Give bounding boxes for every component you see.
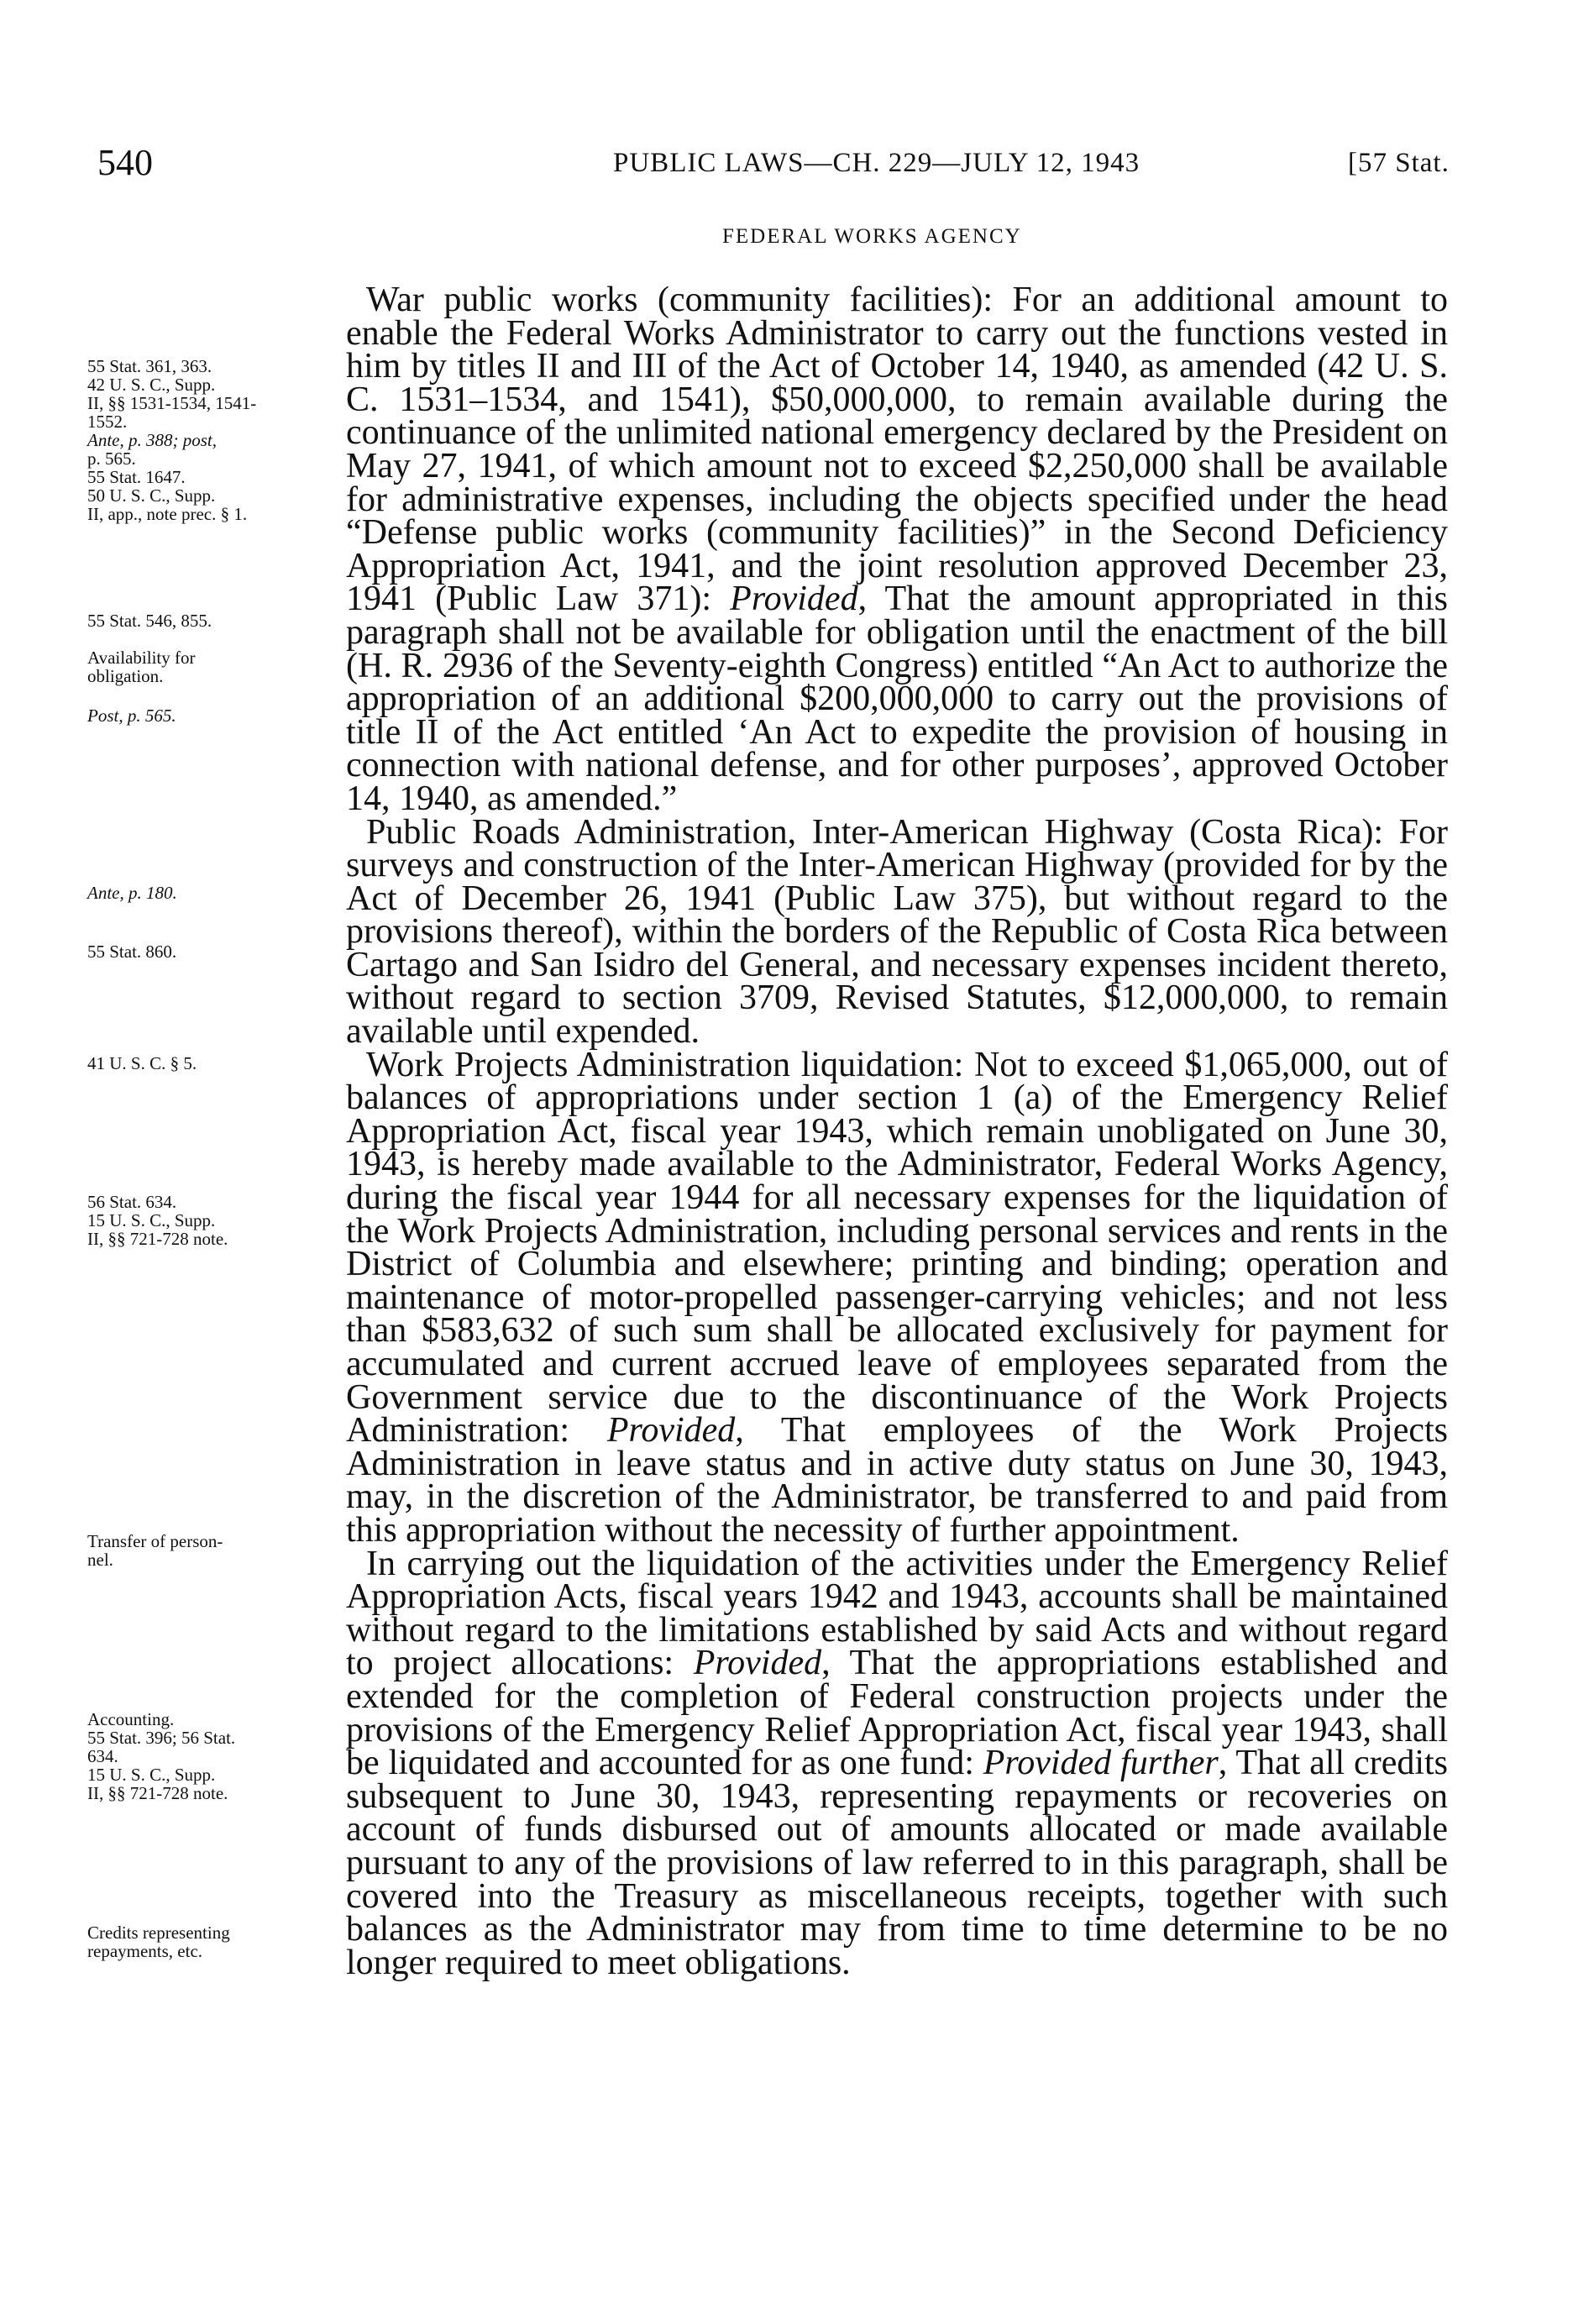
margin-note-line: Ante, p. 180. [87,883,177,903]
margin-note-transfer [87,1532,331,1569]
margin-note-citations [87,357,331,523]
margin-note-citation [87,611,331,630]
margin-note-citation [87,706,331,725]
paragraph-public-roads [346,812,1448,1052]
margin-note-line: II, §§ 721-728 note. [87,1783,228,1803]
running-head: PUBLIC LAWS—CH. 229—JULY 12, 1943 [613,148,1140,178]
margin-note-citation [87,884,331,902]
statute-reference: [57 Stat. [1348,148,1450,178]
paragraph-text: , That all credits subsequent to June 30, 1943, representing repayments or recoveries on account of funds disbursed out of amounts allocated or made available pursuant to any of the provisions of law referred to in this paragraph, shall be covered into the Treasury as miscellaneous receipts, together with such balances as the Administrator may from time to time determine to be no longer required to meet obligations. [346,1744,1449,1982]
proviso-italic: Provided [606,1411,736,1451]
margin-note-line: obligation. [87,666,164,686]
paragraph-text: , That employees of the Work Projects Administration in leave status and in active duty status on June 30, 1943, may, in the discretion of the Administrator, be transferred to and paid from this appropriation without the necessity of further appointment. [346,1411,1448,1550]
margin-note-line: 1552. [87,412,128,432]
margin-note-citation [87,942,331,961]
proviso-italic: Provided [693,1644,822,1683]
margin-note-line: 56 Stat. 634. [87,1192,177,1212]
margin-note-line: nel. [87,1550,113,1570]
margin-note-line: 41 U. S. C. § 5. [87,1053,197,1073]
margin-note-line: 15 U. S. C., Supp. [87,1765,216,1785]
margin-note-line: II, §§ 1531-1534, 1541- [87,393,257,413]
margin-note-line: Accounting. [87,1709,175,1729]
paragraph-text: War public works (community facilities): For an additional amount to enable the Federal Works Administrator to carry out the functions vested in him by titles II and III of the Act of October 14, 1940, as amended (42 U. S. C. 1531–1534, and 1541), $50,000,000, to remain available during the continuance of the unlimited national emergency declared by the President on May 27, 1941, of which amount not to exceed $2,250,000 shall be available for administrative expenses, including the objects specified under the head “Defense public works (community facilities)” in the Second Deficiency Appropriation Act, 1941, and the joint resolution approved December 23, 1941 (Public Law 371): [346,281,1448,619]
margin-note-line: II, app., note prec. § 1. [87,504,248,524]
margin-note-line: Credits representing [87,1923,230,1943]
margin-note-line: II, §§ 721-728 note. [87,1229,228,1249]
margin-note-line: Post, p. 565. [87,706,176,726]
margin-note-line: p. 565. [87,449,136,469]
margin-note-line: Ante, p. 388; post, [87,430,217,450]
proviso-italic: Provided further [983,1744,1219,1783]
page-number: 540 [97,142,153,183]
paragraph-text: Public Roads Administration, Inter-American Highway (Costa Rica): For surveys and construction of the Inter-American Highway (provided for by the Act of December 26, 1941 (Public Law 375), but without regard to the provisions thereof), within the borders of the Republic of Costa Rica between Cartago and San Isidro del General, and necessary expenses incident thereto, without regard to section 3709, Revised Statutes, $12,000,000, to remain available until expended. [346,812,1448,1052]
margin-note-line: Availability for [87,648,196,668]
margin-note-accounting [87,1710,331,1802]
paragraph-war-public-works [346,281,1448,818]
margin-note-citations [87,1193,331,1248]
paragraph-wpa-liquidation [346,1045,1448,1550]
paragraph-accounting [346,1544,1449,1982]
margin-note-line: 55 Stat. 546, 855. [87,611,212,631]
paragraph-text: Work Projects Administration liquidation: Not to exceed $1,065,000, out of balances of appropriations under section 1 (a) of the Emergency Relief Appropriation Act, fiscal year 1943, which remain unobligated on June 30, 1943, is hereby made available to the Administrator, Federal Works Agency, during the fiscal year 1944 for all necessary expenses for the liquidation of the Work Projects Administration, including personal services and rents in the District of Columbia and elsewhere; printing and binding; operation and maintenance of motor-propelled passenger-carrying vehicles; and not less than $583,632 of such sum shall be allocated exclusively for payment for accumulated and current accrued leave of employees separated from the Government service due to the discontinuance of the Work Projects Administration: [346,1045,1448,1451]
margin-note-citation [87,1054,331,1073]
paragraph-text: , That the amount appropriated in this paragraph shall not be available for obligation until the enactment of the bill (H. R. 2936 of the Seventy-eighth Congress) entitled “An Act to authorize the appropriation of an additional $200,000,000 to carry out the provisions of title II of the Act entitled ‘An Act to expedite the provision of housing in connection with national defense, and for other purposes’, approved October 14, 1940, as amended.” [346,580,1448,818]
margin-note-credits [87,1923,331,1960]
margin-note-line: Transfer of person- [87,1531,223,1551]
margin-note-availability [87,648,331,685]
paragraph-text: , That the appropriations established and extended for the completion of Federal construction projects under the provisions of the Emergency Relief Appropriation Act, fiscal year 1943, shall be liquidated and accounted for as one fund: [346,1644,1449,1783]
margin-notes [0,0,336,2324]
section-title: FEDERAL WORKS AGENCY [722,225,1022,248]
margin-note-line: 15 U. S. C., Supp. [87,1210,216,1230]
proviso-italic: Provided [730,580,858,619]
paragraph-text: In carrying out the liquidation of the activities under the Emergency Relief Appropriation Acts, fiscal years 1942 and 1943, accounts shall be maintained without regard to the limitations established by said Acts and without regard to project allocations: [346,1544,1448,1683]
body-text [346,281,1449,1982]
margin-note-line: 42 U. S. C., Supp. [87,375,216,395]
margin-note-line: 55 Stat. 860. [87,942,177,962]
margin-note-line: 55 Stat. 396; 56 Stat. [87,1728,236,1748]
margin-note-line: 634. [87,1746,118,1766]
margin-note-line: repayments, etc. [87,1941,203,1961]
margin-note-line: 55 Stat. 361, 363. [87,356,212,376]
margin-note-line: 50 U. S. C., Supp. [87,485,216,506]
margin-note-line: 55 Stat. 1647. [87,467,186,487]
